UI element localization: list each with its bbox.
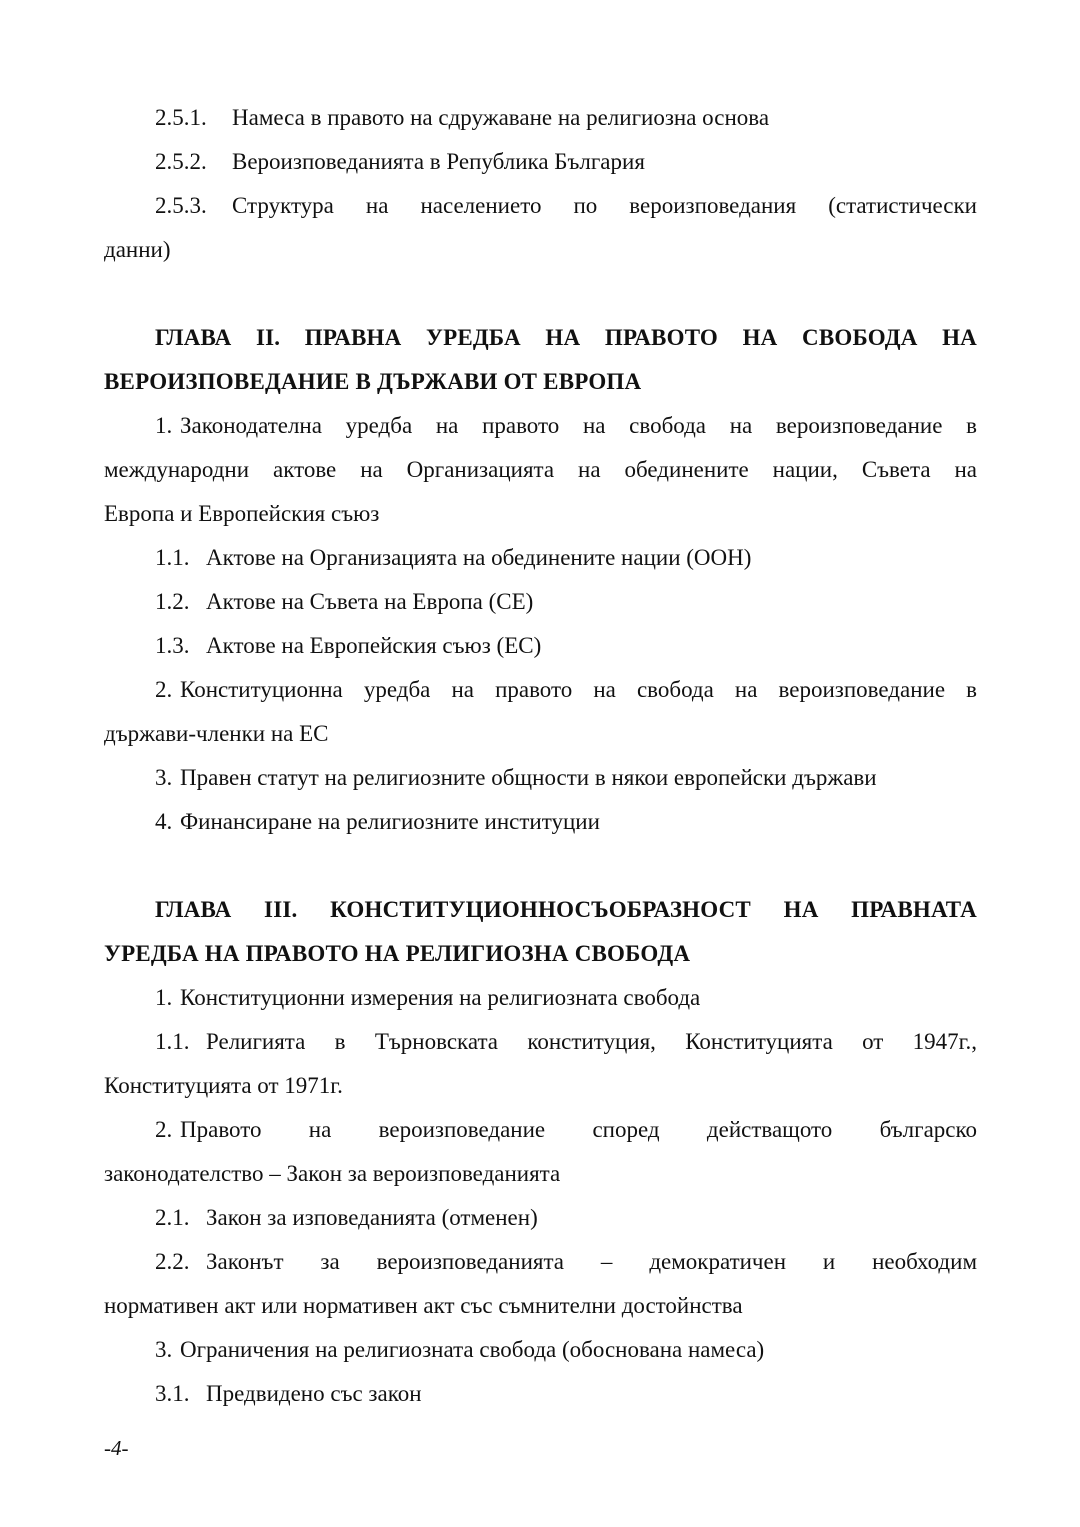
toc-entry	[104, 1372, 977, 1416]
toc-number: 1.1.	[155, 1029, 190, 1054]
toc-entry	[104, 624, 977, 668]
toc-number: 3.	[155, 1337, 173, 1362]
toc-text-continuation: данни)	[104, 237, 171, 262]
toc-text: Конституционна уредба на правото на свобода на вероизповедание в	[180, 677, 977, 702]
toc-text-continuation: Европа и Европейския съюз	[104, 501, 380, 526]
toc-text: Актове на Европейския съюз (ЕС)	[206, 633, 542, 658]
toc-number: 1.2.	[155, 589, 190, 614]
toc-entry	[104, 580, 977, 624]
toc-number: 1.3.	[155, 633, 190, 658]
toc-entry	[104, 756, 977, 800]
toc-text: Закон за изповеданията (отменен)	[206, 1205, 538, 1230]
toc-text: Предвидено със закон	[206, 1381, 422, 1406]
toc-entry	[104, 96, 977, 140]
toc-number: 2.5.1.	[155, 105, 207, 130]
toc-number: 4.	[155, 809, 173, 834]
chapter-heading	[104, 888, 977, 932]
toc-text-continuation: нормативен акт или нормативен акт със съмнителни достойнства	[104, 1293, 743, 1318]
toc-number: 3.	[155, 765, 173, 790]
toc-entry	[104, 140, 977, 184]
toc-entry	[104, 184, 977, 228]
toc-text: Вероизповеданията в Република България	[232, 149, 645, 174]
toc-entry	[104, 1240, 977, 1284]
toc-text-continuation: Конституцията от 1971г.	[104, 1073, 343, 1098]
toc-entry	[104, 536, 977, 580]
toc-text: Намеса в правото на сдружаване на религиозна основа	[232, 105, 770, 130]
toc-entry	[104, 1196, 977, 1240]
toc-text: Правен статут на религиозните общности в някои европейски държави	[180, 765, 877, 790]
toc-text-continuation: законодателство – Закон за вероизповеданията	[104, 1161, 561, 1186]
page-number: -4-	[104, 1436, 129, 1460]
toc-number: 2.	[155, 677, 173, 702]
toc-number: 2.	[155, 1117, 173, 1142]
toc-entry	[104, 668, 977, 712]
toc-text: Религията в Търновската конституция, Конституцията от 1947г.,	[206, 1029, 977, 1054]
toc-number: 2.2.	[155, 1249, 190, 1274]
toc-entry	[104, 1020, 977, 1064]
toc-number: 3.1.	[155, 1381, 190, 1406]
toc-text: Ограничения на религиозната свобода (обоснована намеса)	[180, 1337, 765, 1362]
toc-text: Законодателна уредба на правото на свобода на вероизповедание в	[180, 413, 977, 438]
toc-entry	[104, 1108, 977, 1152]
toc-number: 2.5.3.	[155, 193, 207, 218]
chapter-heading-line: ВЕРОИЗПОВЕДАНИЕ В ДЪРЖАВИ ОТ ЕВРОПА	[104, 369, 642, 394]
toc-entry	[104, 1328, 977, 1372]
toc-text: Актове на Съвета на Европа (СЕ)	[206, 589, 534, 614]
toc-entry	[104, 404, 977, 448]
toc-text: Правото на вероизповедание според действащото българско	[180, 1117, 977, 1142]
toc-number: 1.	[155, 413, 173, 438]
toc-number: 2.1.	[155, 1205, 190, 1230]
toc-text: Законът за вероизповеданията – демократичен и необходим	[206, 1249, 977, 1274]
toc-number: 1.	[155, 985, 173, 1010]
toc-text-continuation: държави-членки на ЕС	[104, 721, 329, 746]
chapter-heading	[104, 316, 977, 360]
chapter-heading-line: ГЛАВА III. КОНСТИТУЦИОННОСЪОБРАЗНОСТ НА ПРАВНАТА	[155, 897, 977, 922]
chapter-heading-line: УРЕДБА НА ПРАВОТО НА РЕЛИГИОЗНА СВОБОДА	[104, 941, 691, 966]
toc-text: Структура на населението по вероизповедания (статистически	[232, 193, 977, 218]
chapter-heading-line: ГЛАВА II. ПРАВНА УРЕДБА НА ПРАВОТО НА СВОБОДА НА	[155, 325, 977, 350]
toc-text: Конституционни измерения на религиозната свобода	[180, 985, 701, 1010]
toc-text-continuation: международни актове на Организацията на обединените нации, Съвета на	[104, 457, 977, 482]
toc-text: Финансиране на религиозните институции	[180, 809, 600, 834]
toc-text: Актове на Организацията на обединените нации (ООН)	[206, 545, 752, 570]
toc-number: 1.1.	[155, 545, 190, 570]
toc-number: 2.5.2.	[155, 149, 207, 174]
document-page	[104, 96, 977, 1416]
toc-entry	[104, 976, 977, 1020]
toc-entry	[104, 800, 977, 844]
